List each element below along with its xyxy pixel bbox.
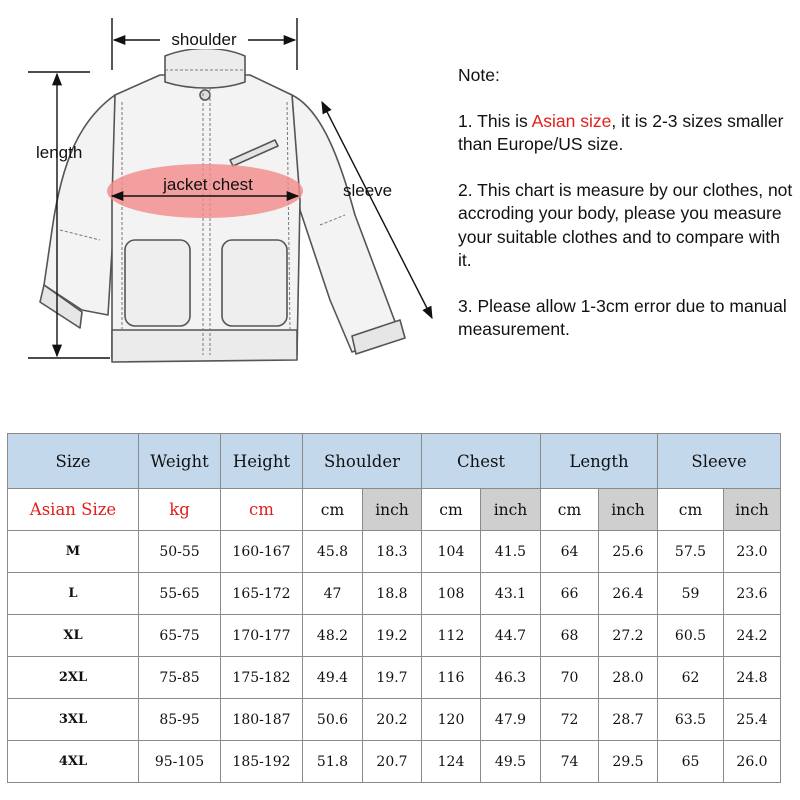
unit-sleeve-cm: cm xyxy=(658,489,724,531)
table-cell: 75-85 xyxy=(139,657,221,699)
unit-weight: kg xyxy=(139,489,221,531)
table-row xyxy=(8,741,781,783)
table-cell: 120 xyxy=(422,699,481,741)
unit-chest-inch: inch xyxy=(481,489,541,531)
table-cell: 47 xyxy=(303,573,363,615)
table-cell: 50.6 xyxy=(303,699,363,741)
table-cell: 41.5 xyxy=(481,531,541,573)
size-cell: M xyxy=(8,531,139,573)
table-row xyxy=(8,699,781,741)
note-item-1: 1. This is Asian size, it is 2-3 sizes smaller than Europe/US size. xyxy=(458,110,784,154)
unit-sleeve-inch: inch xyxy=(724,489,781,531)
table-cell: 85-95 xyxy=(139,699,221,741)
table-cell: 65 xyxy=(658,741,724,783)
unit-shoulder-inch: inch xyxy=(363,489,422,531)
table-cell: 160-167 xyxy=(221,531,303,573)
table-cell: 170-177 xyxy=(221,615,303,657)
table-cell: 26.0 xyxy=(724,741,781,783)
table-cell: 95-105 xyxy=(139,741,221,783)
table-cell: 180-187 xyxy=(221,699,303,741)
unit-length-cm: cm xyxy=(541,489,599,531)
jacket-measurement-diagram xyxy=(0,0,440,390)
unit-shoulder-cm: cm xyxy=(303,489,363,531)
table-cell: 70 xyxy=(541,657,599,699)
table-cell: 29.5 xyxy=(599,741,658,783)
table-cell: 51.8 xyxy=(303,741,363,783)
table-cell: 65-75 xyxy=(139,615,221,657)
table-cell: 18.8 xyxy=(363,573,422,615)
table-cell: 24.2 xyxy=(724,615,781,657)
unit-asian-size: Asian Size xyxy=(8,489,139,531)
header-shoulder: Shoulder xyxy=(303,434,422,489)
table-cell: 72 xyxy=(541,699,599,741)
jacket-chest-label: jacket chest xyxy=(163,175,253,194)
table-cell: 19.7 xyxy=(363,657,422,699)
table-cell: 108 xyxy=(422,573,481,615)
table-cell: 175-182 xyxy=(221,657,303,699)
table-cell: 20.2 xyxy=(363,699,422,741)
table-cell: 165-172 xyxy=(221,573,303,615)
table-cell: 185-192 xyxy=(221,741,303,783)
size-cell: 4XL xyxy=(8,741,139,783)
header-size: Size xyxy=(8,434,139,489)
table-cell: 49.4 xyxy=(303,657,363,699)
header-height: Height xyxy=(221,434,303,489)
sleeve-label: sleeve xyxy=(343,181,393,200)
unit-length-inch: inch xyxy=(599,489,658,531)
table-cell: 18.3 xyxy=(363,531,422,573)
note-item-2: 2. This chart is measure by our clothes, not accroding your body, please you measure your suitable clothes and to compare with it. xyxy=(458,179,793,270)
table-cell: 116 xyxy=(422,657,481,699)
note-item-3: 3. Please allow 1-3cm error due to manual measurement. xyxy=(458,295,787,339)
table-row xyxy=(8,531,781,573)
note-title: Note: xyxy=(458,65,500,85)
header-chest: Chest xyxy=(422,434,541,489)
table-cell: 25.4 xyxy=(724,699,781,741)
table-header-row xyxy=(8,434,781,489)
table-row xyxy=(8,573,781,615)
header-length: Length xyxy=(541,434,658,489)
length-label: length xyxy=(36,143,83,162)
table-cell: 43.1 xyxy=(481,573,541,615)
size-cell: L xyxy=(8,573,139,615)
table-cell: 28.0 xyxy=(599,657,658,699)
unit-height: cm xyxy=(221,489,303,531)
table-cell: 62 xyxy=(658,657,724,699)
table-cell: 25.6 xyxy=(599,531,658,573)
table-cell: 19.2 xyxy=(363,615,422,657)
table-cell: 50-55 xyxy=(139,531,221,573)
table-cell: 20.7 xyxy=(363,741,422,783)
size-cell: 3XL xyxy=(8,699,139,741)
table-unit-row xyxy=(8,489,781,531)
unit-chest-cm: cm xyxy=(422,489,481,531)
table-cell: 59 xyxy=(658,573,724,615)
table-cell: 23.6 xyxy=(724,573,781,615)
table-cell: 63.5 xyxy=(658,699,724,741)
table-cell: 57.5 xyxy=(658,531,724,573)
asian-size-highlight: Asian size xyxy=(531,110,612,131)
table-cell: 26.4 xyxy=(599,573,658,615)
table-cell: 44.7 xyxy=(481,615,541,657)
table-cell: 23.0 xyxy=(724,531,781,573)
table-cell: 49.5 xyxy=(481,741,541,783)
table-cell: 124 xyxy=(422,741,481,783)
table-row xyxy=(8,657,781,699)
header-weight: Weight xyxy=(139,434,221,489)
header-sleeve: Sleeve xyxy=(658,434,781,489)
table-cell: 46.3 xyxy=(481,657,541,699)
table-cell: 27.2 xyxy=(599,615,658,657)
table-cell: 66 xyxy=(541,573,599,615)
table-cell: 104 xyxy=(422,531,481,573)
table-cell: 68 xyxy=(541,615,599,657)
table-cell: 45.8 xyxy=(303,531,363,573)
size-chart-table xyxy=(7,433,781,783)
table-cell: 28.7 xyxy=(599,699,658,741)
table-cell: 64 xyxy=(541,531,599,573)
table-cell: 60.5 xyxy=(658,615,724,657)
table-cell: 47.9 xyxy=(481,699,541,741)
table-row xyxy=(8,615,781,657)
size-note xyxy=(458,64,794,364)
table-cell: 24.8 xyxy=(724,657,781,699)
table-cell: 112 xyxy=(422,615,481,657)
size-cell: XL xyxy=(8,615,139,657)
shoulder-label: shoulder xyxy=(171,30,237,49)
table-cell: 48.2 xyxy=(303,615,363,657)
size-cell: 2XL xyxy=(8,657,139,699)
table-cell: 55-65 xyxy=(139,573,221,615)
table-cell: 74 xyxy=(541,741,599,783)
